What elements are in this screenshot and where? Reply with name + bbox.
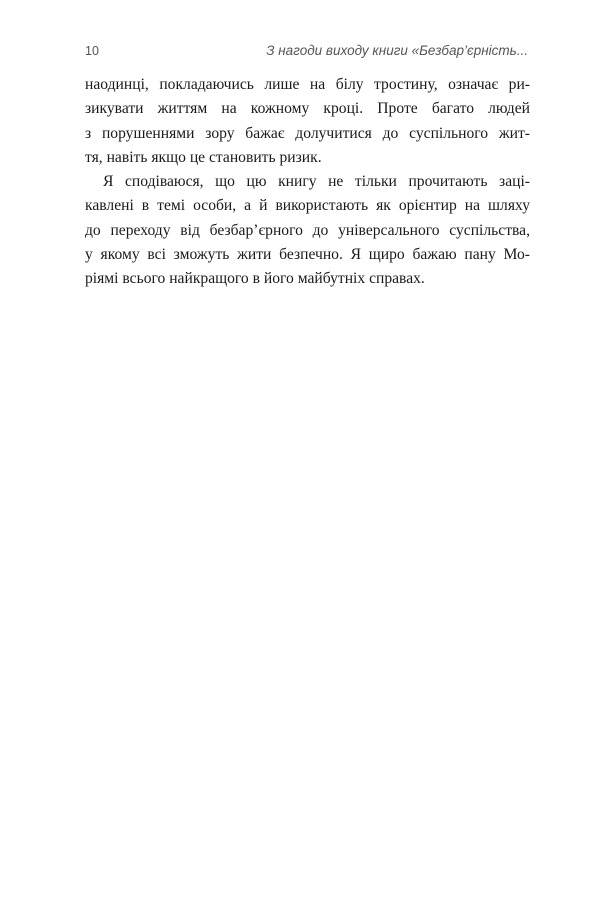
page-number: 10 (85, 44, 99, 58)
paragraph-first-line: Я сподіваюся, що цю книгу не тільки прочитають заці- (103, 173, 530, 191)
body-text (85, 73, 530, 292)
text-line: у якому всі зможуть жити безпечно. Я щиро бажаю пану Мо- (85, 246, 530, 264)
text-line: наодинці, покладаючись лише на білу тростину, означає ри- (85, 76, 530, 93)
text-line: кавлені в темі особи, а й використають як орієнтир на шляху (85, 197, 530, 215)
text-line: з порушеннями зору бажає долучитися до суспільного жит- (85, 124, 530, 142)
text-line: тя, навіть якщо це становить ризик. (85, 148, 322, 166)
running-title: З нагоди виходу книги «Безбар’єрність... (266, 43, 528, 58)
text-line: зикувати життям на кожному кроці. Проте багато людей (85, 100, 530, 118)
text-line: ріямі всього найкращого в його майбутніх справах. (85, 270, 425, 288)
text-line: до переходу від безбар’єрного до універсального суспільства, (85, 221, 530, 239)
